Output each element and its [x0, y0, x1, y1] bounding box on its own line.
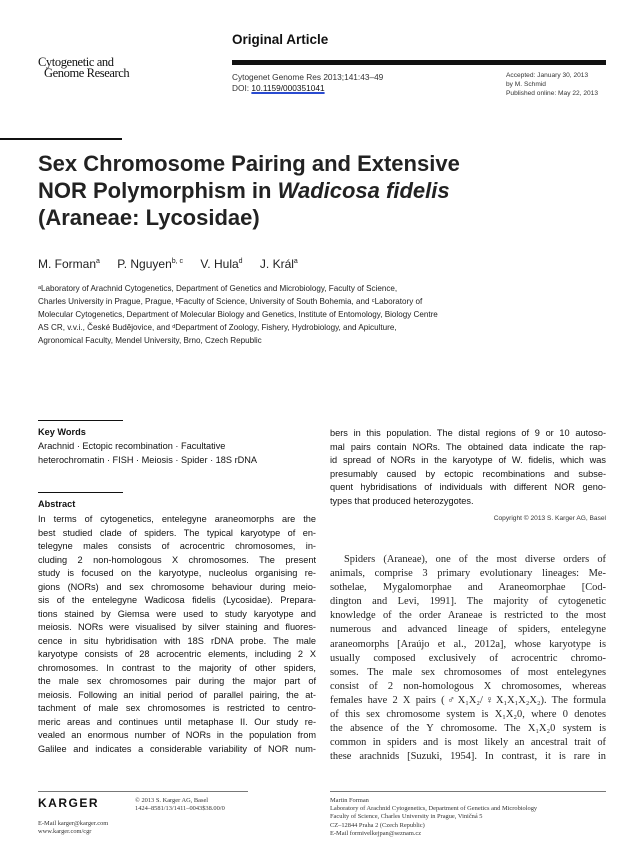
- author-sup: d: [238, 258, 243, 265]
- body-text: [330, 553, 606, 764]
- affiliation-line: Charles University in Prague, Prague, ᵇFaculty of Science, University of South Bohemia, and ᶜLaboratory of: [38, 297, 423, 306]
- doi-line: [232, 83, 383, 94]
- editor: by M. Schmid: [506, 81, 546, 88]
- author-sup: a: [96, 258, 100, 265]
- abstract-line: presumably caused by ectopic recombinations and subse-: [330, 468, 606, 479]
- journal-logo-line2: Genome Research: [44, 66, 130, 80]
- body-line: females have 2 X pairs (♂X₁X₂/♀X₁X₁X₂X₂). The formula: [330, 694, 606, 706]
- journal-logo: [38, 57, 178, 79]
- abstract-line: cluding 2 non-homologous X chromosomes. The present: [38, 554, 316, 565]
- abstract-heading: Abstract: [38, 499, 76, 509]
- abstract-line: best studied clade of spiders. The typical karyotype of en-: [38, 527, 316, 538]
- abstract-line: id spread of NORs in the karyotype of W. fidelis, which was: [330, 455, 606, 466]
- abstract-rule: [38, 492, 123, 493]
- citation: Cytogenet Genome Res 2013;141:43–49: [232, 72, 384, 82]
- abstract-line: karyotype consists of 28 acrocentric elements, including 2 X: [38, 649, 316, 659]
- article-title: [38, 150, 558, 231]
- publisher-email[interactable]: E-Mail karger@karger.com: [38, 820, 109, 827]
- body-line: animals, comprise 3 primary evolutionary lineages: Me-: [330, 568, 606, 580]
- abstract-line: the male sex chromosomes pair during the major part of: [38, 676, 316, 686]
- author-name: P. Nguyen: [117, 257, 172, 271]
- contact-line: E-Mail formivelkejpan@seznam.cz: [330, 829, 422, 837]
- doi-label: DOI:: [232, 83, 252, 93]
- abstract-text-right: [330, 427, 606, 509]
- title-rule: [0, 138, 122, 140]
- keywords-rule: [38, 420, 123, 421]
- footer-copyright: [135, 797, 225, 813]
- abstract-line: tachment of male sex chromosomes is restricted to centro-: [38, 703, 316, 713]
- abstract-line: tions stained by Giemsa were used to study karyotype and: [38, 608, 316, 619]
- contact-line: Faculty of Science, Charles University in Prague, Viničná 5: [330, 813, 483, 821]
- abstract-copyright: Copyright © 2013 S. Karger AG, Basel: [493, 515, 606, 522]
- dates-block: [506, 71, 598, 98]
- body-line: numerous and advanced lineage of spiders, entelegyne: [330, 624, 606, 636]
- header-rule: [232, 60, 606, 65]
- body-line: sothelae, Mygalomorphae and Araneomorphae [Cod-: [330, 582, 606, 594]
- body-line: common in spiders and is most likely an ancestral trait of: [330, 737, 606, 749]
- affiliations: [38, 282, 508, 347]
- body-line: of this sex chromosome system is X₁X₂0, where 0 denotes: [330, 709, 606, 721]
- body-line: consist of 2 non-homologous X chromosomes, whereas: [330, 680, 606, 692]
- title-line2: [38, 177, 558, 204]
- contact-line: Laboratory of Arachnid Cytogenetics, Department of Genetics and Microbiology: [330, 805, 538, 813]
- abstract-line: vealed an enormous number of NORs in the population from: [38, 730, 316, 740]
- body-line: these arachnids [Suzuki, 1954]. In contrast, it is rare in: [330, 751, 606, 763]
- title-species: Wadicosa fidelis: [277, 178, 450, 203]
- title-line2-prefix: NOR Polymorphism in: [38, 178, 278, 203]
- body-line: usually composed exclusively of acrocentric chromo-: [330, 652, 606, 664]
- keywords-line: Arachnid · Ectopic recombination · Facultative: [38, 441, 226, 451]
- affiliation-line: Agronomical Faculty, Mendel University, Brno, Czech Republic: [38, 336, 262, 345]
- keywords-heading: Key Words: [38, 427, 86, 437]
- footer-rule-left: [38, 791, 248, 792]
- abstract-line: meiosis. Following an initial period of parallel pairing, the at-: [38, 689, 316, 700]
- published-date: Published online: May 22, 2013: [506, 90, 599, 97]
- doi-link[interactable]: 10.1159/000351041: [251, 83, 325, 93]
- article-type: Original Article: [232, 32, 329, 47]
- body-line: Spiders (Araneae), one of the most diverse orders of: [344, 554, 606, 565]
- title-line3: (Araneae: Lycosidae): [38, 205, 260, 230]
- author-sup: b, c: [171, 258, 184, 265]
- title-line1: Sex Chromosome Pairing and Extensive: [38, 151, 460, 176]
- journal-logo-line1: Cytogenetic and: [38, 55, 114, 69]
- abstract-line: sis of the entelegyne Wadicosa fidelis (Lycosidae). Prepara-: [38, 595, 316, 605]
- abstract-line: In terms of cytogenetics, entelegyne araneomorphs are the: [38, 514, 316, 524]
- abstract-line: Galilee and indicates a considerable variability of NOR num-: [38, 743, 316, 754]
- publisher-web[interactable]: www.karger.com/cgr: [38, 828, 92, 836]
- contact-line: CZ–12844 Praha 2 (Czech Republic): [330, 821, 425, 829]
- accepted-date: Accepted: January 30, 2013: [506, 72, 589, 79]
- author: [260, 257, 298, 271]
- abstract-line: quent hybridisations of individuals with different NOR geno-: [330, 482, 606, 493]
- author-list: [38, 257, 312, 271]
- abstract-line: gions (NORs) and sex chromosome behaviour during meio-: [38, 581, 316, 592]
- footer-issn: 1424–8581/13/1411–0043$38.00/0: [135, 805, 225, 813]
- author-name: V. Hula: [200, 257, 239, 271]
- body-line: knowledge of the order Araneae is restricted to the most: [330, 610, 606, 622]
- abstract-text-left: [38, 513, 316, 756]
- body-line: somes. The male sex chromosomes of most entelegynes: [330, 666, 606, 678]
- author: [38, 257, 100, 271]
- publisher-logo: KARGER: [38, 796, 100, 810]
- author-name: J. Král: [259, 257, 294, 271]
- contact-line: Martin Forman: [330, 797, 369, 804]
- abstract-line: chromosomes. In contrast to the majority of other spiders,: [38, 662, 316, 673]
- footer-rule-right: [330, 791, 606, 792]
- body-line: araneomorphs [Araújo et al., 2012a], whose karyotype is: [330, 638, 606, 650]
- abstract-line: meiosis. NORs were visualised by silver staining and fluores-: [38, 622, 316, 632]
- corresponding-author: [330, 797, 537, 838]
- author-name: M. Forman: [38, 257, 97, 271]
- abstract-line: telegyne males consists of acrocentric chromosomes, in-: [38, 541, 316, 551]
- abstract-line: meric areas and continues until metaphase II. Our study re-: [38, 716, 316, 727]
- abstract-line: mal pairs contain NORs. The obtained data indicate the rap-: [330, 441, 606, 452]
- affiliation-line: ᵃLaboratory of Arachnid Cytogenetics, Department of Genetics and Microbiology, Faculty of Science,: [38, 284, 398, 293]
- body-line: dington and Levi, 1991]. The majority of cytogenetic: [330, 596, 606, 608]
- author: [200, 257, 242, 271]
- abstract-line: study is focused on the karyotype, nucleolus organising re-: [38, 568, 316, 578]
- publisher-contact: [38, 820, 108, 836]
- abstract-line: types that produced heterozygotes.: [330, 495, 474, 506]
- affiliation-line: AS CR, v.v.i., České Budějovice, and ᵈDepartment of Zoology, Fishery, Hydrobiology, and Apiculture,: [38, 323, 397, 332]
- affiliation-line: Molecular Cytogenetics, Department of Molecular Biology and Genetics, Institute of Entomology, Biology Centre: [38, 310, 438, 319]
- footer-copyright-text: © 2013 S. Karger AG, Basel: [135, 797, 209, 804]
- keywords: [38, 440, 308, 467]
- citation-block: [232, 72, 383, 94]
- author: [117, 257, 183, 271]
- body-line: the absence of the Y chromosome. The X₁X₂0 system is: [330, 723, 606, 735]
- author-sup: a: [293, 258, 298, 265]
- abstract-line: bers in this population. The distal regions of 9 or 10 autoso-: [330, 428, 606, 438]
- keywords-line: heterochromatin · FISH · Meiosis · Spider · 18S rDNA: [38, 454, 258, 465]
- abstract-line: cence in situ hybridisation with 18S rDNA probe. The male: [38, 635, 316, 646]
